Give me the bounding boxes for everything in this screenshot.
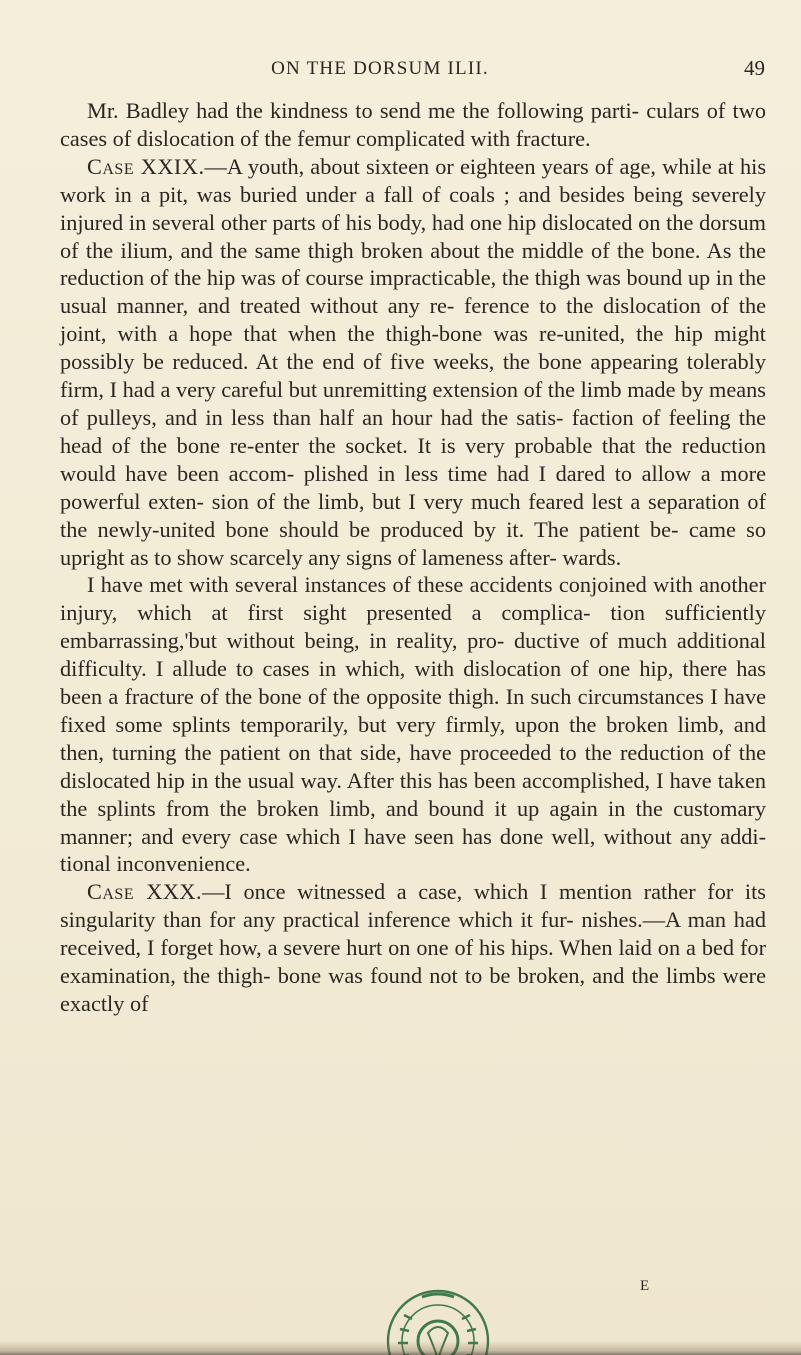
- running-title: ON THE DORSUM ILII.: [271, 58, 489, 79]
- page-edge-shadow: [0, 1341, 801, 1355]
- paragraph-text: —I once witnessed a case, which I mention rather for its singularity than for any practical inference which it fur- nishes.—A man had received, I forget how, a severe hurt on one of his hips. When laid on a bed for examination, the thigh- bone was found not to be broken, and the limbs were exactly of: [60, 879, 766, 1016]
- paragraph-text: I have met with several instances of these accidents conjoined with another injury, which at first sight presented a complica- tion sufficiently embarrassing,'but without being, in reality, pro- ductive of much additional difficulty. I allude to cases in which, with dislocation of one hip, there has been a fracture of the bone of the opposite thigh. In such circumstances I have fixed some splints temporarily, but very firmly, upon the broken limb, and then, turning the patient on that side, have proceeded to the reduction of the dislocated hip in the usual way. After this has been accomplished, I have taken the splints from the broken limb, and bound it up again in the customary manner; and every case which I have seen has done well, without any addi- tional inconvenience.: [60, 572, 766, 877]
- paragraph-general: [60, 571, 766, 878]
- paragraph-case-xxx: [60, 878, 766, 1018]
- case-label: Case XXX.: [87, 879, 203, 905]
- paragraph-case-xxix: [60, 153, 766, 572]
- page-number: 49: [744, 56, 765, 80]
- paragraph-intro: [60, 97, 766, 153]
- body-text: [60, 97, 766, 1018]
- case-label: Case XXIX.: [87, 153, 205, 179]
- signature-mark: E: [640, 1278, 651, 1294]
- paragraph-text: Mr. Badley had the kindness to send me the following parti- culars of two cases of dislocation of the femur complicated with fracture.: [60, 98, 766, 151]
- page-header: [0, 58, 801, 88]
- paragraph-text: —A youth, about sixteen or eighteen years of age, while at his work in a pit, was buried under a fall of coals ; and besides being severely injured in several other parts of his body, had one hip dislocated on the dorsum of the ilium, and the same thigh broken about the middle of the bone. As the reduction of the hip was of course impracticable, the thigh was bound up in the usual manner, and treated without any re- ference to the dislocation of the joint, with a hope that when the thigh-bone was re-united, the hip might possibly be reduced. At the end of five weeks, the bone appearing tolerably firm, I had a very careful but unremitting extension of the limb made by means of pulleys, and in less than half an hour had the satis- faction of feeling the head of the bone re-enter the socket. It is very probable that the reduction would have been accom- plished in less time had I dared to allow a more powerful exten- sion of the limb, but I very much feared lest a separation of the newly-united bone should be produced by it. The patient be- came so upright as to show scarcely any signs of lameness after- wards.: [60, 153, 766, 570]
